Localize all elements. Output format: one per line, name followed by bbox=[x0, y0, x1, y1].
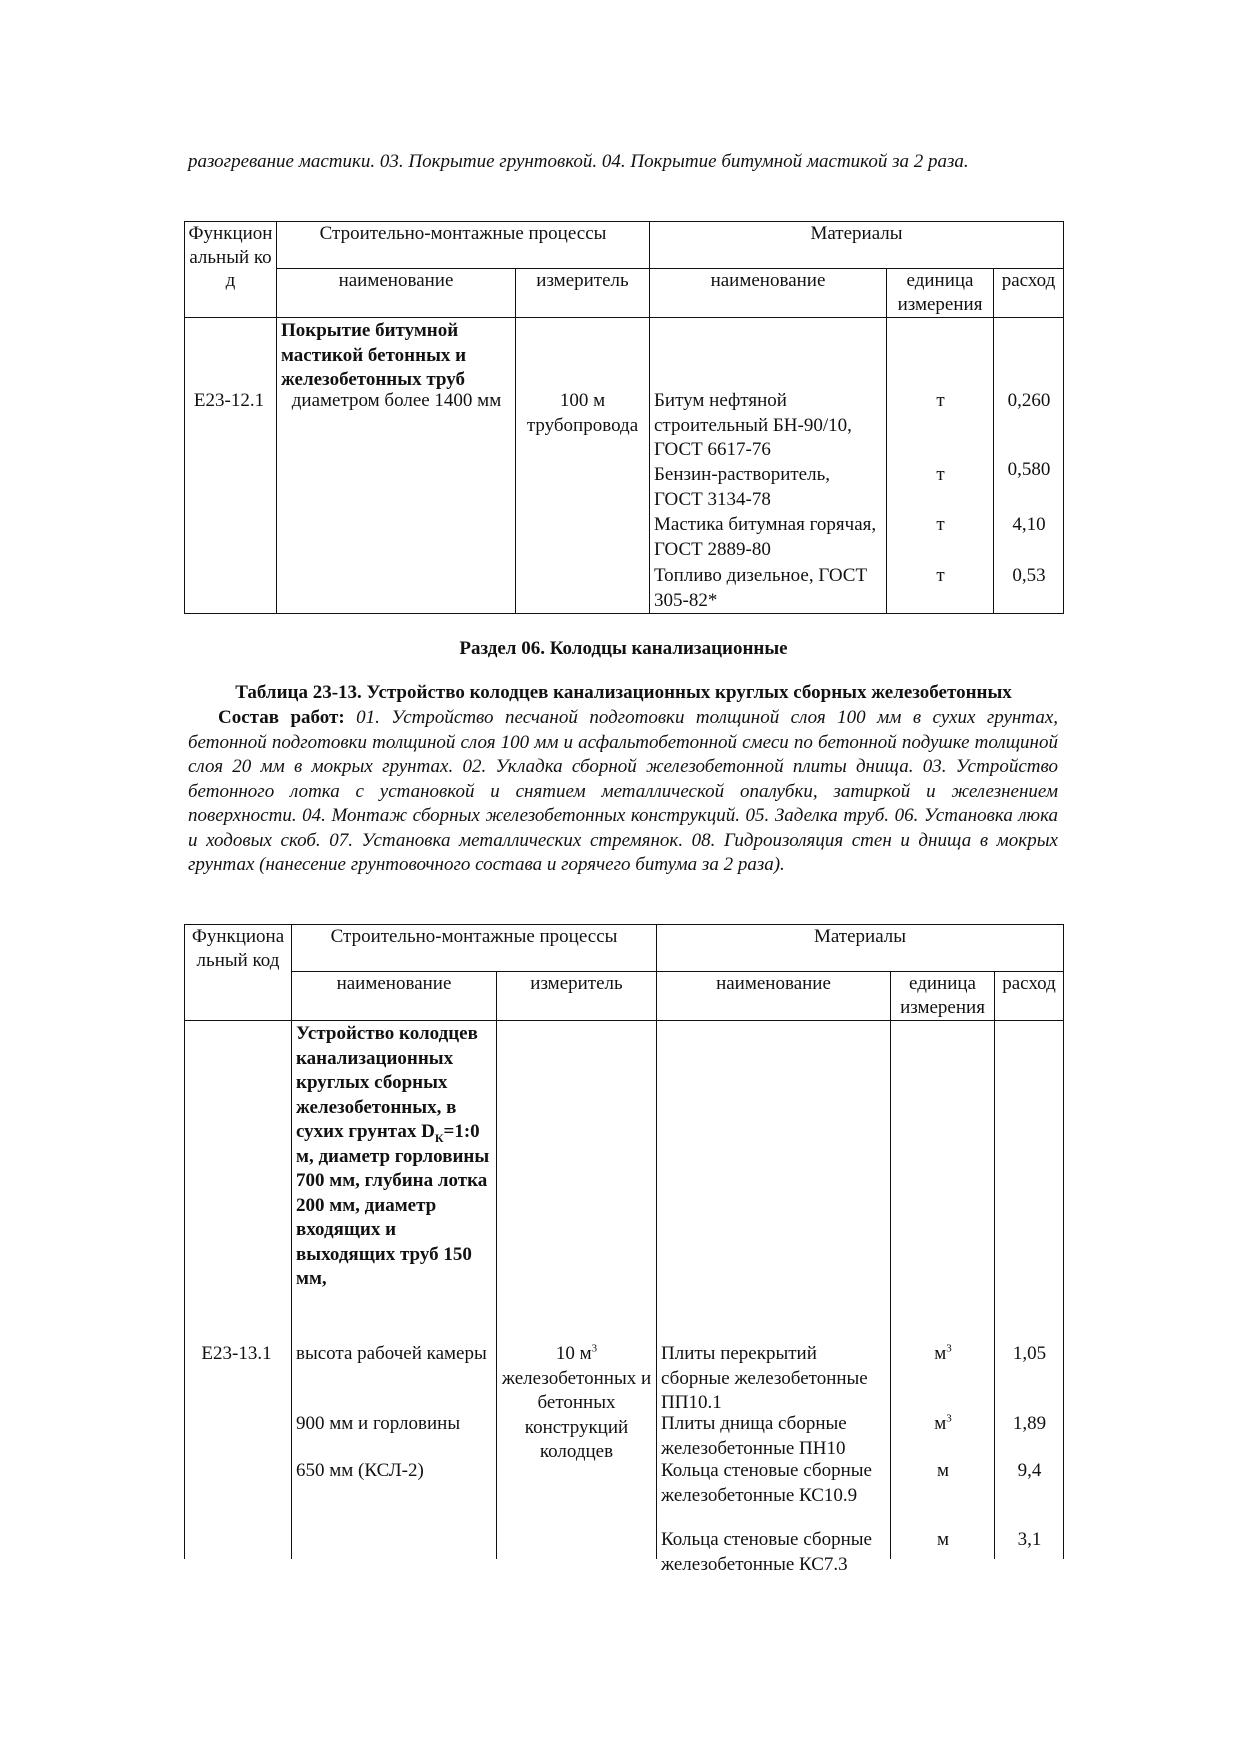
header-name: наименование bbox=[292, 972, 497, 1021]
material-value: 1,89 bbox=[1012, 1413, 1047, 1434]
unit-text: м bbox=[936, 1529, 950, 1550]
row-code: Е23-13.1 bbox=[201, 1343, 272, 1364]
material-unit: т bbox=[936, 390, 945, 411]
material-value: 0,260 bbox=[1007, 390, 1051, 411]
material-name: Кольца стеновые сборные железобетонные КС10.9 bbox=[661, 1460, 872, 1506]
row-meter bbox=[497, 1342, 656, 1465]
header-mat-name: наименование bbox=[650, 269, 887, 318]
row-name-line: 900 мм и горловины bbox=[296, 1413, 461, 1434]
material-value: 1,05 bbox=[1012, 1343, 1047, 1364]
row-name-bold: Покрытие битумной мастикой бетонных и железобетонных труб bbox=[281, 320, 467, 390]
header-materials: Материалы bbox=[650, 222, 1064, 269]
composition-paragraph bbox=[188, 706, 1058, 878]
row-meter: 100 м трубопровода bbox=[526, 390, 639, 436]
meter-value: 10 м bbox=[555, 1343, 592, 1364]
row-name-line: высота рабочей камеры bbox=[296, 1343, 487, 1364]
header-processes: Строительно-монтажные процессы bbox=[292, 925, 657, 972]
material-value: 3,1 bbox=[1017, 1529, 1042, 1550]
material-value: 0,53 bbox=[1012, 565, 1046, 586]
material-unit: т bbox=[936, 565, 945, 586]
material-name: Бензин-растворитель, ГОСТ 3134-78 bbox=[654, 464, 830, 510]
header-consumption: расход bbox=[994, 269, 1064, 318]
material-value: 4,10 bbox=[1012, 514, 1046, 535]
name-bold-d: D bbox=[421, 1121, 435, 1142]
header-mat-name: наименование bbox=[657, 972, 891, 1021]
header-meter: измеритель bbox=[497, 972, 657, 1021]
material-unit bbox=[895, 1528, 991, 1553]
material-name: Кольца стеновые сборные железобетонные КС7.3 bbox=[661, 1529, 872, 1575]
material-name: Плиты днища сборные железобетонные ПН10 bbox=[661, 1413, 847, 1459]
composition-text: 01. Устройство песчаной подготовки толщиной слоя 100 мм в сухих грунтах, бетонной подготовки толщиной слоя 100 мм и асфальтобетонной смеси по бетонной подушке толщиной слоя 20 мм в мокрых грунтах. 02. Укладка сборной железобетонной плиты днища. 03. Устройство бетонного лотка с установкой и снятием металлической опалубки, затиркой и железнением поверхности. 04. Монтаж сборных железобетонных конструкций. 05. Заделка труб. 06. Установка люка и ходовых скоб. 07. Установка металлических стремянок. 08. Гидроизоляция стен и днища в мокрых грунтах (нанесение грунтовочного состава и горячего битума за 2 раза). bbox=[188, 707, 1058, 875]
composition-label: Состав работ: bbox=[218, 707, 345, 728]
row-code: Е23-12.1 bbox=[193, 390, 265, 411]
row-name-bold bbox=[296, 1022, 493, 1292]
name-bold-part-1: Устройство колодцев канализационных круглых сборных железобетонных, в сухих грунтах bbox=[296, 1023, 478, 1142]
unit-sup: 3 bbox=[946, 1342, 952, 1355]
material-name: Топливо дизельное, ГОСТ 305-82* bbox=[654, 565, 868, 611]
material-unit bbox=[895, 1459, 991, 1484]
name-bold-part-2: =1:0 м, диаметр горловины 700 мм, глубина лотка 200 мм, диаметр входящих и выходящих труб 150 мм, bbox=[296, 1121, 490, 1289]
intro-paragraph: разогревание мастики. 03. Покрытие грунтовкой. 04. Покрытие битумной мастикой за 2 раза. bbox=[188, 151, 969, 172]
section-title: Раздел 06. Колодцы канализационные bbox=[459, 638, 788, 659]
material-unit bbox=[895, 1412, 991, 1437]
meter-desc: железобетонных и бетонных конструкций колодцев bbox=[501, 1367, 652, 1462]
material-unit: т bbox=[936, 464, 945, 485]
header-meter: измеритель bbox=[516, 269, 650, 318]
header-code: Функциональный код bbox=[185, 925, 292, 1021]
header-processes: Строительно-монтажные процессы bbox=[277, 222, 650, 269]
row-name-rest: диаметром более 1400 мм bbox=[291, 390, 502, 411]
material-unit: т bbox=[936, 514, 945, 535]
header-materials: Материалы bbox=[657, 925, 1064, 972]
header-code: Функциональный код bbox=[185, 222, 277, 318]
header-consumption: расход bbox=[995, 972, 1064, 1021]
header-unit: единица измерения bbox=[887, 269, 994, 318]
material-value: 0,580 bbox=[1007, 459, 1051, 480]
material-value: 9,4 bbox=[1017, 1460, 1042, 1481]
header-name: наименование bbox=[277, 269, 516, 318]
unit-text: м bbox=[934, 1343, 947, 1364]
material-unit bbox=[895, 1342, 991, 1367]
table-2 bbox=[184, 924, 1064, 1575]
material-name: Мастика битумная горячая, ГОСТ 2889-80 bbox=[654, 514, 877, 560]
unit-text: м bbox=[936, 1460, 950, 1481]
unit-sup: 3 bbox=[946, 1412, 952, 1425]
unit-text: м bbox=[934, 1413, 947, 1434]
row-name-line: 650 мм (КСЛ-2) bbox=[296, 1460, 424, 1481]
material-name: Битум нефтяной строительный БН-90/10, ГОСТ 6617-76 bbox=[654, 390, 852, 460]
table-title: Таблица 23-13. Устройство колодцев канализационных круглых сборных железобетонных bbox=[235, 682, 1012, 703]
material-name: Плиты перекрытий сборные железобетонные ПП10.1 bbox=[661, 1343, 868, 1413]
header-unit: единица измерения bbox=[891, 972, 995, 1021]
table-1 bbox=[184, 221, 1064, 614]
meter-sup: 3 bbox=[591, 1342, 598, 1355]
name-bold-k: К bbox=[434, 1130, 444, 1145]
